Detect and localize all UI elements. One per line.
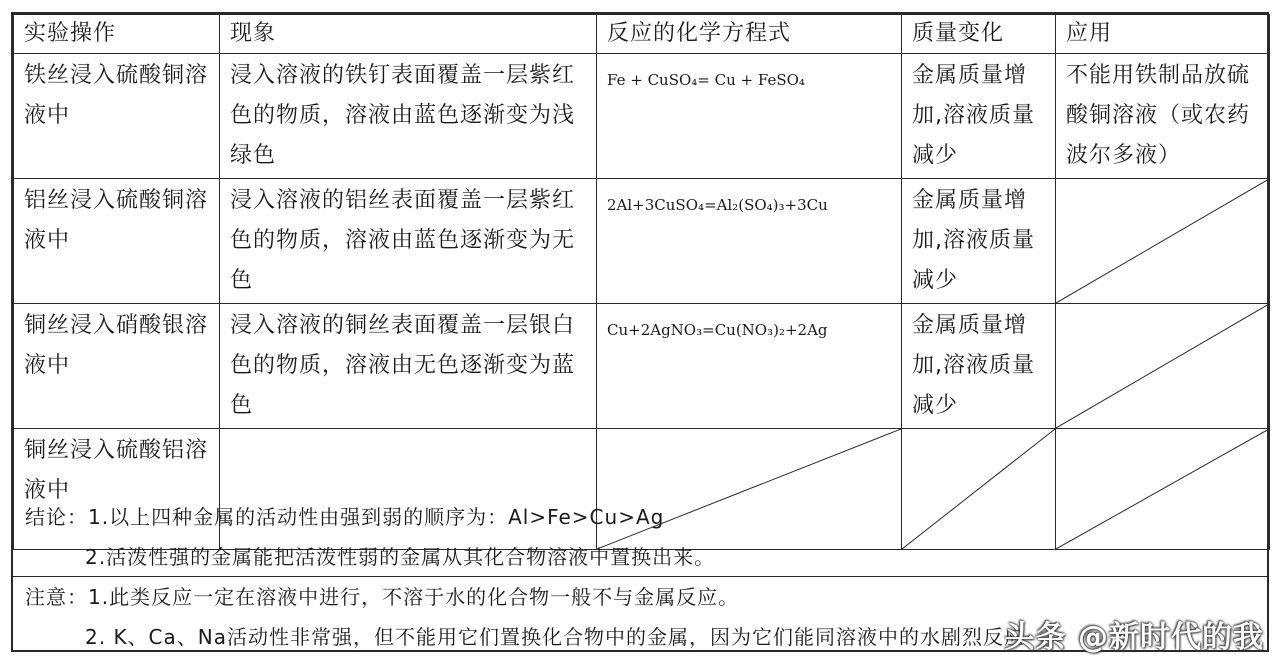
operation-cell: 铜丝浸入硝酸银溶液中 bbox=[14, 304, 220, 429]
header-operation: 实验操作 bbox=[14, 15, 220, 54]
diagonal-slash bbox=[1056, 179, 1269, 303]
phenomenon-cell: 浸入溶液的铜丝表面覆盖一层银白色的物质，溶液由无色逐渐变为蓝色 bbox=[220, 304, 597, 429]
header-phenomenon: 现象 bbox=[220, 15, 597, 54]
header-application: 应用 bbox=[1056, 15, 1270, 54]
phenomenon-cell: 浸入溶液的铝丝表面覆盖一层紫红色的物质，溶液由蓝色逐渐变为无色 bbox=[220, 179, 597, 304]
application-cell-empty bbox=[1056, 179, 1270, 304]
header-mass-change: 质量变化 bbox=[902, 15, 1056, 54]
header-equation: 反应的化学方程式 bbox=[597, 15, 902, 54]
watermark-text: 头条 @新时代的我 bbox=[1004, 620, 1264, 655]
equation-cell: Cu+2AgNO₃=Cu(NO₃)₂+2Ag bbox=[597, 304, 902, 429]
header-row bbox=[14, 15, 1270, 54]
operation-cell: 铁丝浸入硫酸铜溶液中 bbox=[14, 54, 220, 179]
table-row bbox=[14, 54, 1270, 179]
operation-cell: 铝丝浸入硫酸铜溶液中 bbox=[14, 179, 220, 304]
mass-change-cell: 金属质量增加,溶液质量减少 bbox=[902, 54, 1056, 179]
metal-reaction-table bbox=[13, 14, 1270, 550]
conclusion-block bbox=[13, 497, 1269, 577]
table-row bbox=[14, 304, 1270, 429]
notice-line-1: 注意：1.此类反应一定在溶液中进行，不溶于水的化合物一般不与金属反应。 bbox=[25, 585, 740, 609]
mass-change-cell: 金属质量增加,溶液质量减少 bbox=[902, 179, 1056, 304]
notice-line-2: 2. K、Ca、Na活动性非常强，但不能用它们置换化合物中的金属，因为它们能同溶液中的水剧烈反应 bbox=[85, 625, 1025, 649]
table-row bbox=[14, 179, 1270, 304]
application-cell-empty bbox=[1056, 304, 1270, 429]
conclusion-line-2: 2.活泼性强的金属能把活泼性弱的金属从其化合物溶液中置换出来。 bbox=[85, 545, 716, 569]
equation-cell: Fe + CuSO₄= Cu + FeSO₄ bbox=[597, 54, 902, 179]
reaction-table-sheet bbox=[11, 12, 1269, 652]
conclusion-line-1: 结论：1.以上四种金属的活动性由强到弱的顺序为：Al>Fe>Cu>Ag bbox=[25, 505, 665, 529]
equation-cell: 2Al+3CuSO₄=Al₂(SO₄)₃+3Cu bbox=[597, 179, 902, 304]
phenomenon-cell: 浸入溶液的铁钉表面覆盖一层紫红色的物质，溶液由蓝色逐渐变为浅绿色 bbox=[220, 54, 597, 179]
diagonal-slash bbox=[1056, 304, 1269, 428]
operation-cell: 铜丝浸入硫酸铝溶液中 bbox=[14, 429, 220, 550]
mass-change-cell: 金属质量增加,溶液质量减少 bbox=[902, 304, 1056, 429]
application-cell: 不能用铁制品放硫酸铜溶液（或农药波尔多液） bbox=[1056, 54, 1270, 179]
